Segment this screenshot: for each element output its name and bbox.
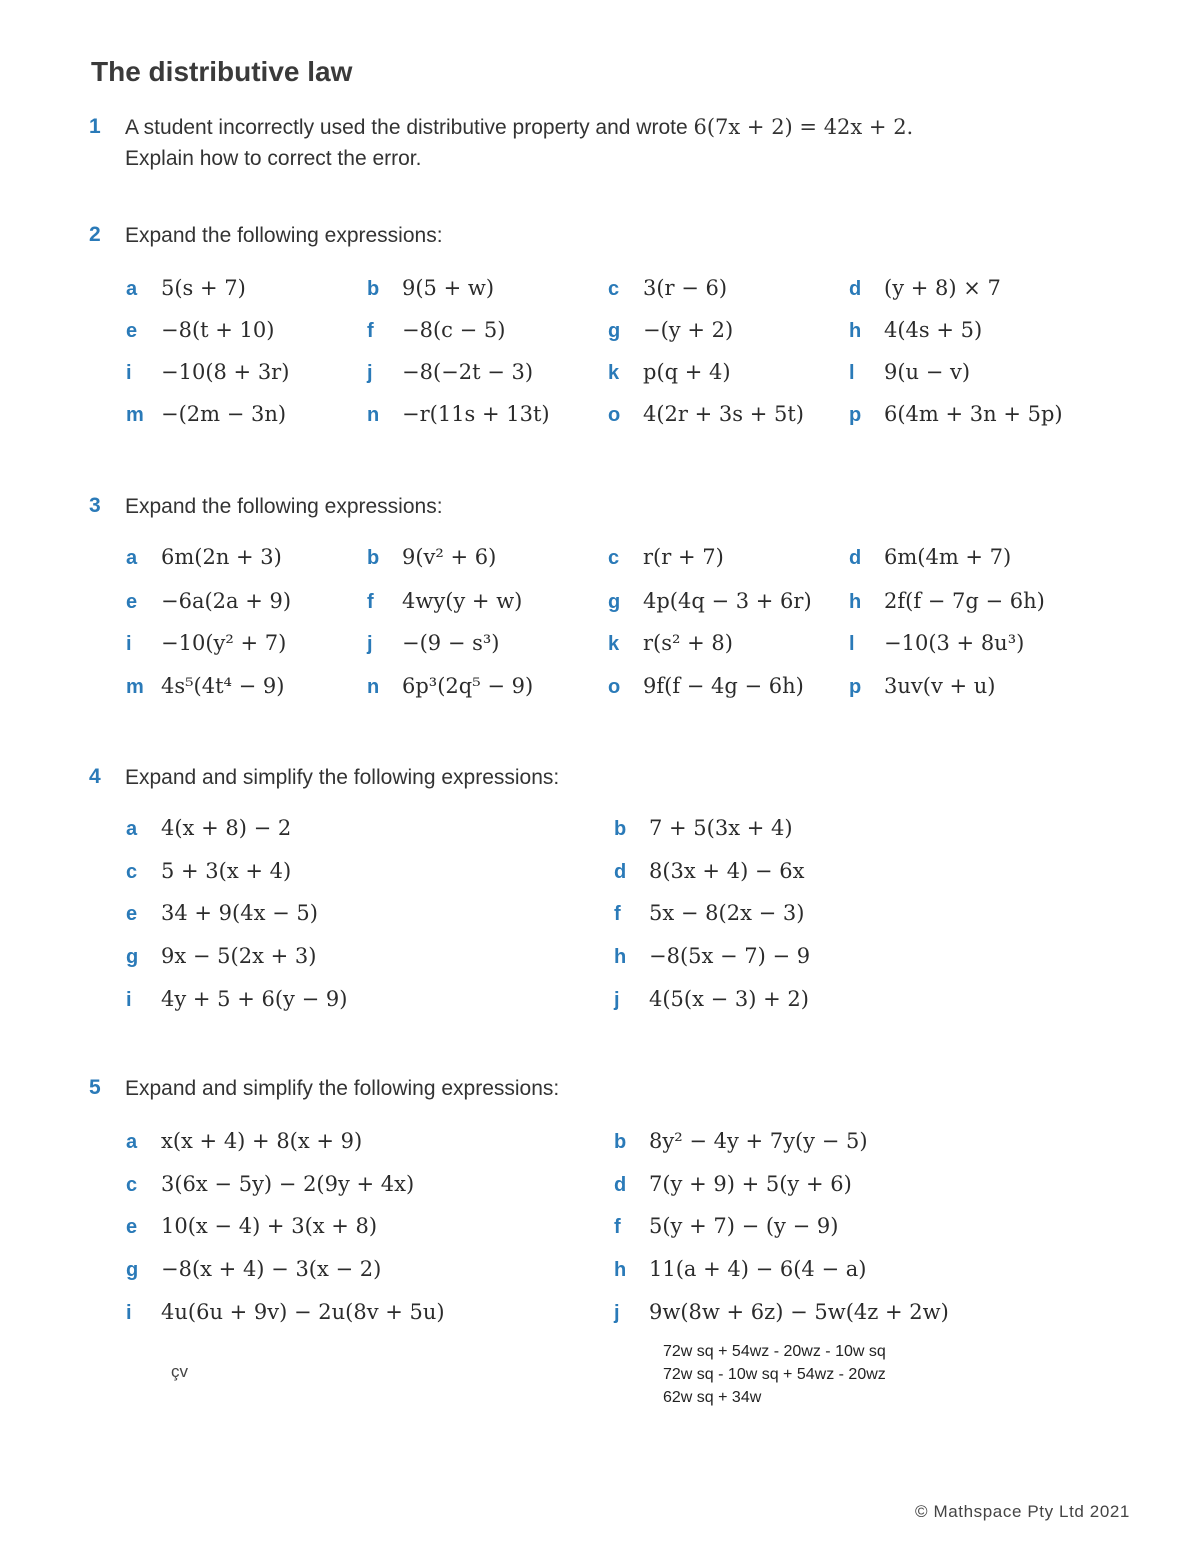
item-label: m: [126, 676, 144, 698]
item-expression: 9(u − v): [884, 360, 971, 384]
item-expression: 9w(8w + 6z) − 5w(4z + 2w): [649, 1300, 949, 1324]
item-label: h: [614, 1259, 627, 1281]
item-label: n: [367, 404, 380, 426]
item-expression: 5(s + 7): [161, 276, 246, 300]
item-label: i: [126, 1302, 132, 1324]
item-label: e: [126, 1216, 138, 1238]
question-4-number: 4: [89, 765, 101, 788]
item-expression: r(r + 7): [643, 545, 724, 569]
question-4-prompt: Expand and simplify the following expressions:: [125, 766, 560, 789]
item-label: c: [608, 278, 620, 300]
item-expression: −8(c − 5): [402, 318, 506, 342]
item-expression: −10(8 + 3r): [161, 360, 290, 384]
question-3-number: 3: [89, 494, 101, 517]
item-label: d: [849, 278, 862, 300]
item-expression: 8(3x + 4) − 6x: [649, 859, 805, 883]
item-expression: −(y + 2): [643, 318, 734, 342]
item-expression: 7(y + 9) + 5(y + 6): [649, 1172, 852, 1196]
page-title: The distributive law: [91, 56, 353, 87]
item-label: g: [126, 1259, 139, 1281]
item-label: h: [849, 591, 862, 613]
question-1-math: 6(7x + 2) = 42x + 2.: [693, 115, 914, 139]
item-label: j: [614, 989, 620, 1011]
question-5-prompt: Expand and simplify the following expressions:: [125, 1077, 560, 1100]
item-expression: 4s⁵(4t⁴ − 9): [161, 674, 285, 698]
item-label: j: [367, 362, 373, 384]
note-line: 72w sq + 54wz - 20wz - 10w sq: [663, 1343, 886, 1360]
item-expression: 6m(2n + 3): [161, 545, 282, 569]
item-label: h: [849, 320, 862, 342]
item-label: g: [126, 946, 139, 968]
item-label: o: [608, 676, 621, 698]
question-5-number: 5: [89, 1076, 101, 1099]
item-label: l: [849, 362, 855, 384]
item-label: e: [126, 903, 138, 925]
item-label: f: [367, 591, 374, 613]
item-label: n: [367, 676, 380, 698]
item-expression: 6p³(2q⁵ − 9): [402, 674, 534, 698]
item-expression: −10(y² + 7): [161, 631, 287, 655]
item-label: b: [367, 547, 380, 569]
question-1-number: 1: [89, 115, 101, 138]
item-expression: 5x − 8(2x − 3): [649, 901, 805, 925]
item-label: g: [608, 591, 621, 613]
item-label: g: [608, 320, 621, 342]
item-label: p: [849, 676, 862, 698]
item-expression: 6m(4m + 7): [884, 545, 1012, 569]
item-label: c: [608, 547, 620, 569]
copyright-footer: © Mathspace Pty Ltd 2021: [915, 1502, 1130, 1521]
item-expression: 3(r − 6): [643, 276, 728, 300]
item-expression: r(s² + 8): [643, 631, 733, 655]
item-expression: 7 + 5(3x + 4): [649, 816, 793, 840]
item-expression: 9(v² + 6): [402, 545, 497, 569]
item-expression: 4(5(x − 3) + 2): [649, 987, 809, 1011]
item-label: o: [608, 404, 621, 426]
item-expression: 4wy(y + w): [402, 589, 523, 613]
item-expression: 9x − 5(2x + 3): [161, 944, 317, 968]
item-label: b: [614, 818, 627, 840]
item-expression: 4u(6u + 9v) − 2u(8v + 5u): [161, 1300, 445, 1324]
item-expression: 4(x + 8) − 2: [161, 816, 292, 840]
item-expression: 3(6x − 5y) − 2(9y + 4x): [161, 1172, 415, 1196]
item-label: p: [849, 404, 862, 426]
item-label: c: [126, 861, 138, 883]
item-label: f: [367, 320, 374, 342]
item-expression: −8(5x − 7) − 9: [649, 944, 811, 968]
question-2-number: 2: [89, 223, 101, 246]
item-label: e: [126, 591, 138, 613]
item-label: k: [608, 362, 620, 384]
item-label: i: [126, 633, 132, 655]
item-label: k: [608, 633, 620, 655]
question-2-prompt: Expand the following expressions:: [125, 224, 443, 247]
item-label: j: [614, 1302, 620, 1324]
item-expression: −8(t + 10): [161, 318, 275, 342]
item-label: b: [614, 1131, 627, 1153]
item-expression: −(9 − s³): [402, 631, 500, 655]
item-expression: 5 + 3(x + 4): [161, 859, 292, 883]
item-expression: 9(5 + w): [402, 276, 495, 300]
item-label: b: [367, 278, 380, 300]
item-expression: (y + 8) × 7: [884, 276, 1001, 300]
question-1-line2: Explain how to correct the error.: [125, 147, 422, 170]
item-label: l: [849, 633, 855, 655]
item-expression: 4(2r + 3s + 5t): [643, 402, 804, 426]
item-expression: 4y + 5 + 6(y − 9): [161, 987, 348, 1011]
item-label: c: [126, 1174, 138, 1196]
item-expression: 4p(4q − 3 + 6r): [643, 589, 812, 613]
item-expression: −6a(2a + 9): [161, 589, 292, 613]
item-label: e: [126, 320, 138, 342]
note-line: 62w sq + 34w: [663, 1389, 762, 1406]
handwritten-notes: [663, 1340, 886, 1409]
item-expression: 11(a + 4) − 6(4 − a): [649, 1257, 867, 1281]
item-label: a: [126, 278, 138, 300]
item-expression: 34 + 9(4x − 5): [161, 901, 318, 925]
question-1-line1: A student incorrectly used the distributive property and wrote: [125, 116, 688, 139]
item-label: a: [126, 547, 138, 569]
item-expression: 10(x − 4) + 3(x + 8): [161, 1214, 378, 1238]
scribble-mark: çv: [171, 1362, 188, 1381]
item-expression: x(x + 4) + 8(x + 9): [161, 1129, 363, 1153]
item-expression: 5(y + 7) − (y − 9): [649, 1214, 839, 1238]
item-label: d: [614, 861, 627, 883]
item-expression: 3uv(v + u): [884, 674, 996, 698]
item-expression: p(q + 4): [643, 360, 731, 384]
item-label: a: [126, 1131, 138, 1153]
item-label: i: [126, 362, 132, 384]
note-line: 72w sq - 10w sq + 54wz - 20wz: [663, 1366, 886, 1383]
item-label: d: [614, 1174, 627, 1196]
item-label: a: [126, 818, 138, 840]
item-expression: −(2m − 3n): [161, 402, 287, 426]
item-expression: −8(−2t − 3): [402, 360, 534, 384]
item-label: i: [126, 989, 132, 1011]
item-label: d: [849, 547, 862, 569]
item-label: h: [614, 946, 627, 968]
item-expression: 8y² − 4y + 7y(y − 5): [649, 1129, 868, 1153]
item-expression: −8(x + 4) − 3(x − 2): [161, 1257, 382, 1281]
item-expression: −10(3 + 8u³): [884, 631, 1025, 655]
item-label: f: [614, 1216, 621, 1238]
item-expression: 4(4s + 5): [884, 318, 983, 342]
item-expression: 9f(f − 4g − 6h): [643, 674, 804, 698]
item-expression: 6(4m + 3n + 5p): [884, 402, 1063, 426]
item-label: j: [367, 633, 373, 655]
item-label: m: [126, 404, 144, 426]
item-expression: 2f(f − 7g − 6h): [884, 589, 1045, 613]
item-label: f: [614, 903, 621, 925]
item-expression: −r(11s + 13t): [402, 402, 550, 426]
question-1-text: [125, 112, 913, 174]
question-3-prompt: Expand the following expressions:: [125, 495, 443, 518]
